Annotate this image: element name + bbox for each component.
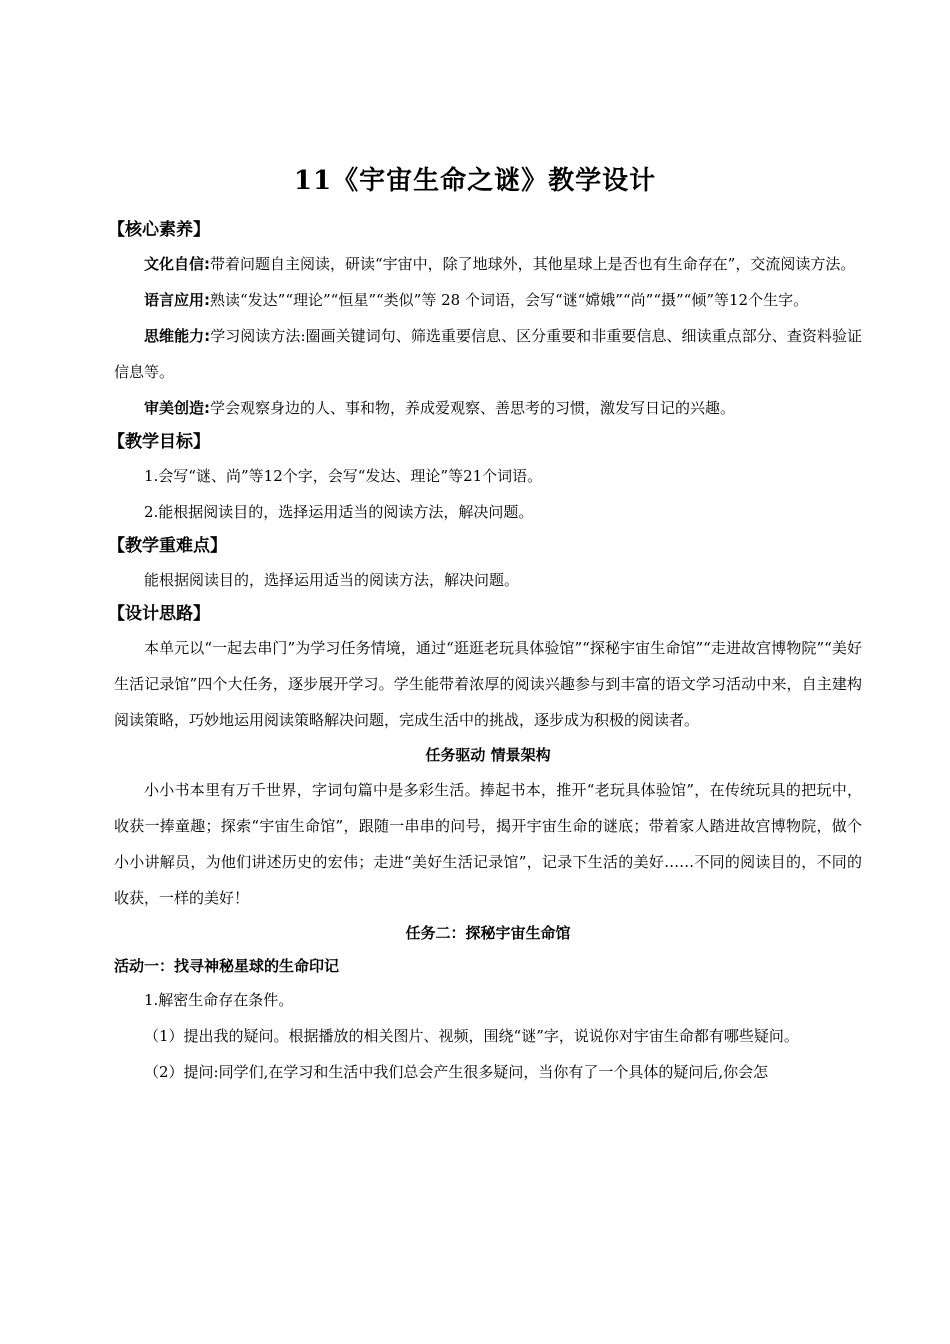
document-body <box>108 214 863 1090</box>
document-title: 11《宇宙生命之谜》教学设计 <box>293 166 657 196</box>
activity-line: （1）提出我的疑问。根据播放的相关图片、视频，围绕“谜”字，说说你对宇宙生命都有哪些疑问。 <box>144 1027 799 1045</box>
design-heading: 【设计思路】 <box>108 604 210 624</box>
task-drive-text: 小小书本里有万千世界，字词句篇中是多彩生活。捧起书本，推开“老玩具体验馆”，在传统玩具的把玩中，收获一捧童趣；探索“宇宙生命馆”，跟随一串串的问号，揭开宇宙生命的谜底；带着家人踏进故宫博物院，做个小小讲解员，为他们讲述历史的宏伟；走进“美好生活记录馆”，记录下生活的美好……不同的阅读目的，不同的收获，一样的美好！ <box>114 781 862 907</box>
core-item-thinking: 思维能力:学习阅读方法:圈画关键词句、筛选重要信息、区分重要和非重要信息、细读重点部分、查资料验证信息等。 <box>114 327 863 381</box>
design-text: 本单元以“一起去串门”为学习任务情境，通过“逛逛老玩具体验馆”“探秘宇宙生命馆”“走进故宫博物院”“美好生活记录馆”四个大任务，逐步展开学习。学生能带着浓厚的阅读兴趣参与到丰富的语文学习活动中来，自主建构阅读策略，巧妙地运用阅读策略解决问题，完成生活中的挑战，逐步成为积极的阅读者。 <box>114 639 862 729</box>
difficulty-text: 能根据阅读目的，选择运用适当的阅读方法，解决问题。 <box>144 571 520 589</box>
core-item-language: 语言应用:熟读“发达”“理论”“恒星”“类似”等 28 个词语，会写“谜“嫦娥”“尚”“摄”“倾”等12个生字。 <box>144 291 809 309</box>
core-item-aesthetic: 审美创造:学会观察身边的人、事和物，养成爱观察、善思考的习惯，激发写日记的兴趣。 <box>144 399 736 417</box>
difficulty-heading: 【教学重难点】 <box>108 536 227 556</box>
core-heading: 【核心素养】 <box>108 220 210 240</box>
core-item-culture: 文化自信:带着问题自主阅读，研读“宇宙中，除了地球外，其他星球上是否也有生命存在”，交流阅读方法。 <box>144 255 856 273</box>
goal-item: 1.会写“谜、尚”等12个字，会写“发达、理论”等21个词语。 <box>144 467 543 485</box>
activity-line: 1.解密生命存在条件。 <box>144 991 294 1009</box>
activity-heading: 活动一：找寻神秘星球的生命印记 <box>114 957 340 975</box>
goal-item: 2.能根据阅读目的，选择运用适当的阅读方法，解决问题。 <box>144 503 534 521</box>
goals-heading: 【教学目标】 <box>108 432 210 452</box>
task-drive-heading: 任务驱动 情景架构 <box>425 746 551 764</box>
activity-line: （2）提问:同学们,在学习和生活中我们总会产生很多疑问，当你有了一个具体的疑问后,你会怎 <box>144 1063 769 1081</box>
task-two-heading: 任务二：探秘宇宙生命馆 <box>405 924 571 942</box>
